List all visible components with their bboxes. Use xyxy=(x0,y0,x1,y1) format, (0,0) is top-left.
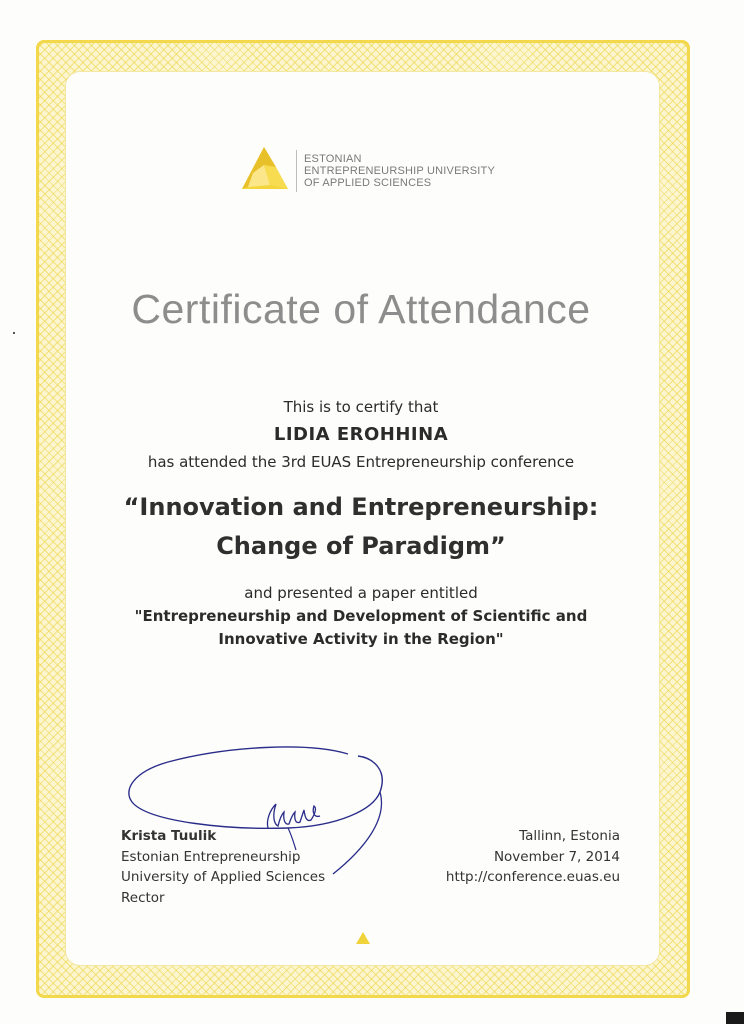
logo-line-2: ENTREPRENEURSHIP UNIVERSITY xyxy=(304,165,496,177)
presented-text: and presented a paper entitled xyxy=(244,584,478,602)
event-date: November 7, 2014 xyxy=(493,848,620,865)
triangle-footer-icon xyxy=(356,932,370,944)
signatory-org-line-1: Estonian Entrepreneurship xyxy=(121,848,301,865)
logo-divider xyxy=(296,150,297,192)
attended-text: has attended the 3rd EUAS Entrepreneurship conference xyxy=(147,453,575,471)
logo-line-3: OF APPLIED SCIENCES xyxy=(304,177,432,189)
conference-title-line-2: Change of Paradigm” xyxy=(216,532,506,560)
signatory-block xyxy=(121,826,325,908)
triangle-logo-icon xyxy=(240,145,292,193)
signatory-name: Krista Tuulik xyxy=(121,828,217,844)
place-date-block xyxy=(420,826,620,888)
scan-edge-mark xyxy=(726,1012,744,1024)
attendee-name: LIDIA EROHHINA xyxy=(273,424,449,445)
university-logo xyxy=(240,145,540,195)
signatory-role: Rector xyxy=(121,889,165,906)
paper-title-line-1: "Entrepreneurship and Development of Scientific and xyxy=(134,607,588,625)
paper-title-line-2: Innovative Activity in the Region" xyxy=(218,630,504,648)
certificate-title: Certificate of Attendance xyxy=(131,286,591,332)
event-location: Tallinn, Estonia xyxy=(519,828,620,844)
certify-text: This is to certify that xyxy=(283,398,439,416)
signatory-org-line-2: University of Applied Sciences xyxy=(121,869,326,885)
logo-line-1: ESTONIAN xyxy=(304,153,362,165)
conference-title-line-1: “Innovation and Entrepreneurship: xyxy=(123,493,599,521)
university-name xyxy=(304,153,495,189)
conference-url[interactable]: http://conference.euas.eu xyxy=(445,869,620,885)
